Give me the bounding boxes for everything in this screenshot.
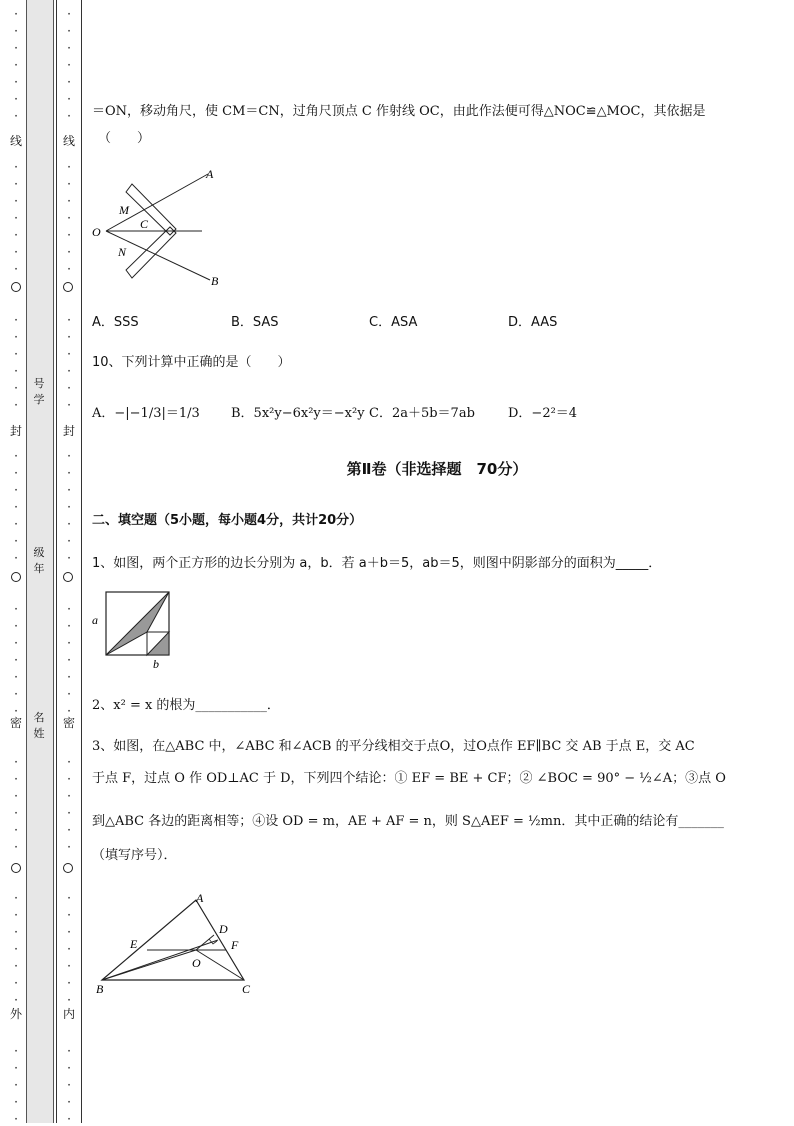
cut-line-dot: · [14,789,18,803]
cut-line-dot: · [14,58,18,72]
q10-option-c: C．2a＋5b＝7ab [369,406,475,421]
name-field-label: 名姓 [33,711,45,740]
cut-line-dot: · [14,755,18,769]
cut-line-dot: · [67,993,71,1007]
cut-line-dot: · [67,262,71,276]
inner-label-mi: 密 [62,716,75,730]
q9-label-M: M [119,203,129,217]
cut-line-dot: · [14,1078,18,1092]
cut-line-dot: · [14,92,18,106]
cut-line-dot: · [67,75,71,89]
f3-triangle-figure [92,888,262,998]
q10-question: 10、下列计算中正确的是（ ） [92,355,291,370]
cut-line-dot: · [14,398,18,412]
cut-line-dot: · [67,58,71,72]
f1-squares-figure [92,588,182,672]
cut-line-dot: · [67,908,71,922]
f3-label-F: F [231,938,239,952]
cut-line-dot: · [14,534,18,548]
inner-circle-mark [63,282,73,292]
q9-option-a: A．SSS [92,315,139,330]
cut-line-dot: · [67,1095,71,1109]
cut-line-dot: · [67,245,71,259]
f3-line1: 3、如图，在△ABC 中，∠ABC 和∠ACB 的平分线相交于点O，过O点作 EF∥BC 交 AB 于点 E，交 AC [92,739,695,754]
f3-label-E: E [130,937,138,951]
cut-line-dot: · [67,534,71,548]
cut-line-dot: · [67,704,71,718]
outer-label-feng: 封 [9,424,22,438]
cut-line-dot: · [67,636,71,650]
cut-line-dot: · [14,347,18,361]
cut-line-dot: · [14,449,18,463]
cut-line-dot: · [14,942,18,956]
cut-line-dot: · [14,670,18,684]
part-two-title: 第Ⅱ卷（非选择题 70分） [346,460,528,478]
f3-label-D: D [219,922,228,936]
cut-line-dot: · [14,976,18,990]
cut-line-dot: · [67,517,71,531]
cut-line-dot: · [67,194,71,208]
cut-line-dot: · [67,449,71,463]
cut-line-dot: · [14,517,18,531]
cut-line-dot: · [14,551,18,565]
q9-option-d: D．AAS [508,315,558,330]
cut-line-dot: · [67,160,71,174]
cut-line-dot: · [14,1044,18,1058]
cut-line-dot: · [14,806,18,820]
cut-line-dot: · [67,228,71,242]
f3-label-A: A [196,891,204,905]
cut-line-dot: · [67,653,71,667]
cut-line-dot: · [14,160,18,174]
f2-question: 2、x² = x 的根为___________． [92,698,280,713]
cut-line-dot: · [67,330,71,344]
q10-option-b: B．5x²y−6x²y＝−x²y [231,406,365,421]
q9-option-c: C．ASA [369,315,418,330]
cut-line-dot: · [14,194,18,208]
cut-line-dot: · [67,500,71,514]
outer-circle-mark [11,282,21,292]
cut-line-dot: · [14,7,18,21]
cut-line-dot: · [14,653,18,667]
outer-label-xian: 线 [9,134,22,148]
f1-question: 1、如图，两个正方形的边长分别为 a，b．若 a＋b＝5，ab＝5，则图中阴影部分的面积为_____． [92,556,662,571]
cut-line-dot: · [67,381,71,395]
outer-label-mi: 密 [9,716,22,730]
cut-line-dot: · [14,1095,18,1109]
cut-line-dot: · [67,840,71,854]
cut-line-dot: · [67,602,71,616]
q9-label-O: O [92,225,101,239]
f3-label-O: O [192,956,201,970]
fill-in-section-heading: 二、填空题（5小题，每小题4分，共计20分） [92,513,363,528]
f1-label-a: a [92,613,98,627]
cut-line-dot: · [14,330,18,344]
cut-line-dot: · [14,687,18,701]
cut-line-dot: · [14,602,18,616]
cut-line-dot: · [67,789,71,803]
cut-line-dot: · [14,840,18,854]
q9-label-A: A [206,167,214,181]
cut-line-dot: · [14,636,18,650]
cut-line-dot: · [14,925,18,939]
inner-label-nei: 内 [62,1007,75,1021]
cut-line-dot: · [67,1061,71,1075]
cut-line-dot: · [67,41,71,55]
cut-line-dot: · [67,177,71,191]
cut-line-dot: · [14,24,18,38]
cut-line-dot: · [14,908,18,922]
cut-line-dot: · [67,670,71,684]
cut-line-dot: · [14,228,18,242]
cut-line-dot: · [14,177,18,191]
cut-line-dot: · [14,75,18,89]
cut-line-dot: · [14,619,18,633]
q9-label-C: C [140,217,149,231]
cut-line-dot: · [14,823,18,837]
cut-line-dot: · [14,313,18,327]
inner-label-xian: 线 [62,134,75,148]
cut-line-dot: · [14,262,18,276]
q9-angle-figure [92,160,232,290]
q9-label-N: N [118,245,127,259]
grade-field-label: 级年 [33,546,45,575]
cut-line-dot: · [67,313,71,327]
outer-circle-mark [11,863,21,873]
inner-circle-mark [63,863,73,873]
cut-line-dot: · [14,772,18,786]
f3-label-C: C [242,982,251,996]
f3-line3: 到△ABC 各边的距离相等；④设 OD = m，AE + AF = n，则 S△AEF = ½mn．其中正确的结论有_______ [92,814,724,829]
cut-line-dot: · [67,942,71,956]
cut-line-dot: · [67,925,71,939]
cut-line-dot: · [14,364,18,378]
outer-label-wai: 外 [9,1007,22,1021]
inner-label-feng: 封 [62,424,75,438]
cut-line-dot: · [14,993,18,1007]
cut-line-dot: · [67,466,71,480]
cut-line-dot: · [14,1112,18,1126]
cut-line-dot: · [67,483,71,497]
cut-line-dot: · [67,92,71,106]
cut-line-dot: · [67,1044,71,1058]
cut-line-dot: · [14,381,18,395]
q10-option-d: D．−2²＝4 [508,406,578,421]
cut-line-dot: · [67,959,71,973]
cut-line-dot: · [14,466,18,480]
f1-label-b: b [153,657,159,671]
binding-margin [0,0,82,1126]
cut-line-dot: · [14,41,18,55]
cut-line-dot: · [67,109,71,123]
cut-line-dot: · [14,1061,18,1075]
f3-line2: 于点 F，过点 O 作 OD⊥AC 于 D，下列四个结论：① EF = BE + CF；② ∠BOC = 90° − ½∠A；③点 O [92,771,726,786]
cut-line-dot: · [67,687,71,701]
cut-line-dot: · [67,24,71,38]
cut-line-dot: · [67,755,71,769]
cut-line-dot: · [14,891,18,905]
cut-line-dot: · [67,891,71,905]
inner-circle-mark [63,572,73,582]
cut-line-dot: · [67,619,71,633]
cut-line-dot: · [67,347,71,361]
cut-line-dot: · [67,398,71,412]
cut-line-dot: · [14,704,18,718]
cut-line-dot: · [67,976,71,990]
cut-line-dot: · [14,211,18,225]
f3-label-B: B [96,982,104,996]
cut-line-dot: · [14,959,18,973]
cut-line-dot: · [67,364,71,378]
cut-line-dot: · [14,109,18,123]
cut-line-dot: · [14,483,18,497]
cut-line-dot: · [67,806,71,820]
cut-line-dot: · [67,7,71,21]
q10-option-a: A．−|−1/3|＝1/3 [92,406,200,421]
cut-line-dot: · [67,823,71,837]
cut-line-dot: · [14,245,18,259]
q9-text-line2: （ ） [98,131,151,146]
q9-option-b: B．SAS [231,315,279,330]
cut-line-dot: · [67,1078,71,1092]
q9-label-B: B [211,274,219,288]
cut-line-dot: · [67,551,71,565]
cut-line-dot: · [14,500,18,514]
outer-circle-mark [11,572,21,582]
student-id-field-label: 号学 [33,377,45,406]
cut-line-dot: · [67,772,71,786]
f3-line4: （填写序号）． [92,848,177,863]
cut-line-dot: · [67,211,71,225]
cut-line-dot: · [67,1112,71,1126]
q9-text-line1: ＝ON，移动角尺，使 CM＝CN，过角尺顶点 C 作射线 OC，由此作法便可得△NOC≌△MOC，其依据是 [92,104,706,119]
